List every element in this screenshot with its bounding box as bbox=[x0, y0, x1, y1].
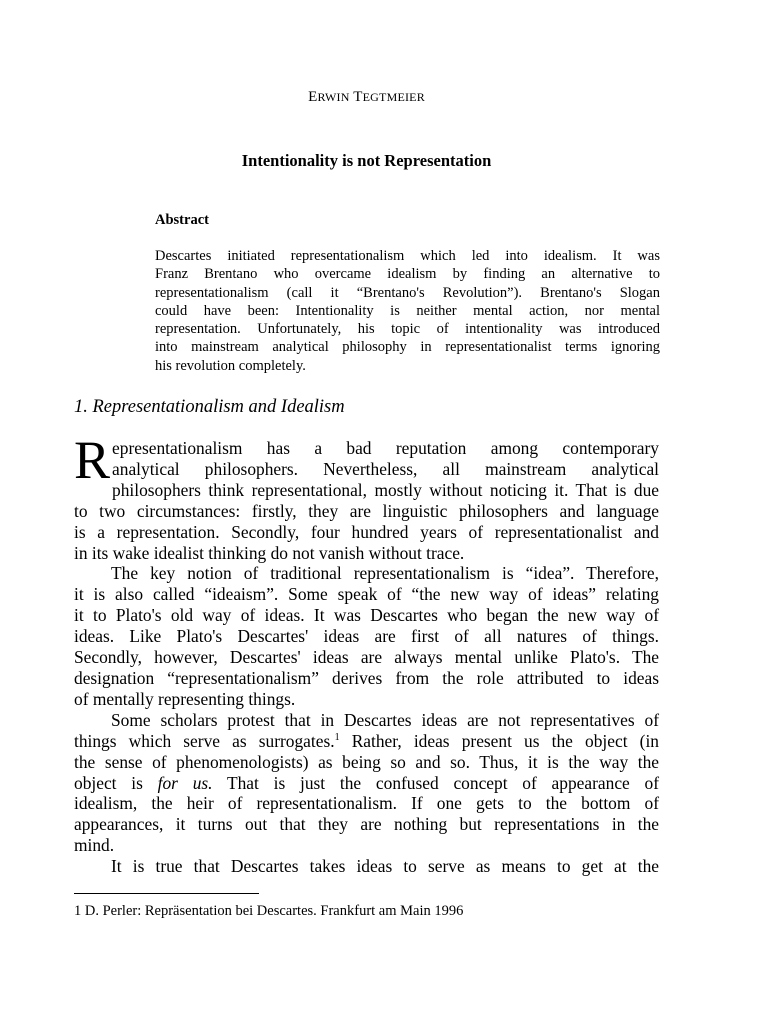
body-line: Some scholars protest that in Descartes ideas are not representatives of bbox=[111, 709, 659, 730]
author-name: ERWIN TEGTMEIER bbox=[308, 89, 425, 105]
body-line: Secondly, however, Descartes' ideas are always mental unlike Plato's. The bbox=[74, 647, 659, 668]
footnote: 1 D. Perler: Repräsentation bei Descartes. Frankfurt am Main 1996 bbox=[74, 903, 464, 919]
body-line: The key notion of traditional representationalism is “idea”. Therefore, bbox=[111, 563, 659, 584]
body-line: is a representation. Secondly, four hundred years of representationalist and bbox=[74, 521, 659, 542]
abstract-line: representationalism (call it “Brentano's Revolution”). Brentano's Slogan bbox=[155, 284, 660, 301]
abstract-line: representation. Unfortunately, his topic of intentionality was introduced bbox=[155, 321, 660, 338]
abstract-line: Descartes initiated representationalism which led into idealism. It was bbox=[155, 248, 660, 264]
abstract-line: Franz Brentano who overcame idealism by finding an alternative to bbox=[155, 266, 660, 283]
body-line: the sense of phenomenologists) as being so and so. Thus, it is the way the bbox=[74, 751, 659, 772]
body-line: designation “representationalism” derives from the role attributed to ideas bbox=[74, 667, 659, 688]
body-line: epresentationalism has a bad reputation among contemporary bbox=[112, 438, 659, 458]
body-line: ideas. Like Plato's Descartes' ideas are first of all natures of things. bbox=[74, 626, 659, 647]
body-line: analytical philosophers. Nevertheless, all mainstream analytical bbox=[112, 458, 659, 479]
section-body bbox=[74, 430, 660, 877]
body-line: it is also called “ideaism”. Some speak of “the new way of ideas” relating bbox=[74, 584, 659, 605]
drop-cap: R bbox=[74, 430, 111, 490]
abstract-line: his revolution completely. bbox=[155, 357, 306, 374]
body-line: of mentally representing things. bbox=[74, 688, 296, 709]
body-line: in its wake idealist thinking do not vanish without trace. bbox=[74, 542, 465, 563]
body-line: object is for us. That is just the confused concept of appearance of bbox=[74, 772, 660, 793]
abstract-heading: Abstract bbox=[155, 212, 209, 228]
body-line: to two circumstances: firstly, they are linguistic philosophers and language bbox=[74, 500, 659, 521]
footnote-divider bbox=[74, 893, 259, 894]
body-line: mind. bbox=[74, 835, 115, 856]
body-line: things which serve as surrogates.$^1$ Rather, ideas present us the object (in bbox=[74, 730, 659, 751]
paper-title: Intentionality is not Representation bbox=[241, 151, 492, 170]
body-line: it to Plato's old way of ideas. It was Descartes who began the new way of bbox=[74, 605, 659, 626]
abstract-line: into mainstream analytical philosophy in representationalist terms ignoring bbox=[155, 339, 660, 356]
body-line: philosophers think representational, mostly without noticing it. That is due bbox=[112, 479, 659, 500]
footnote-ref[interactable]: 1 bbox=[334, 731, 340, 743]
abstract-line: could have been: Intentionality is neither mental action, nor mental bbox=[155, 302, 660, 319]
body-line: appearances, it turns out that they are nothing but representations in the bbox=[74, 814, 659, 835]
body-line: idealism, the heir of representationalism. If one gets to the bottom of bbox=[74, 793, 659, 814]
section-heading: 1. Representationalism and Idealism bbox=[74, 397, 345, 417]
body-line: It is true that Descartes takes ideas to serve as means to get at the bbox=[111, 856, 659, 877]
abstract-body bbox=[155, 247, 660, 375]
